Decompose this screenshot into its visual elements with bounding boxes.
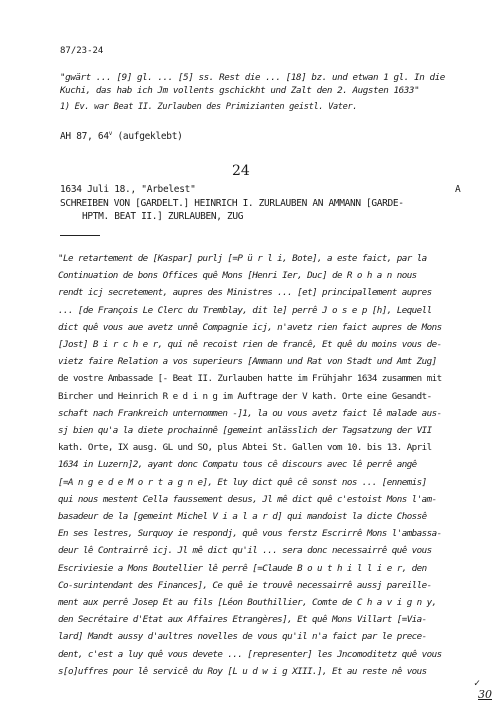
body-line: s[o]uffres pour lê servicê du Roy [L u d w i g XIII.], Et au reste nê vous bbox=[58, 665, 427, 677]
body-line: schaft nach Frankreich unternommen -]1, la ou vous avetz faict lê malade aus- bbox=[58, 407, 442, 419]
document-number: 24 bbox=[232, 163, 250, 179]
body-line: qui nous mestent Cella faussement desus, Jl mê dict quê c'estoist Mons l'am- bbox=[58, 493, 437, 505]
body-line: [=A n g e d e M o r t a g n e], Et luy dict quê cê sonst nos ... [ennemis] bbox=[58, 476, 427, 488]
archive-reference: AH 87, 64$^v$ (aufgeklebt) bbox=[60, 130, 183, 143]
quote-line-1: "gwärt ... [9] gl. ... [5] ss. Rest die ... [18] bz. und etwan 1 gl. In die bbox=[60, 72, 445, 83]
body-line: kath. Orte, IX ausg. GL und SO, plus Abtei St. Gallen vom 10. bis 13. April bbox=[58, 442, 432, 454]
body-line: deur lê Contrairrê icj. Jl mê dict qu'il ... sera donc necessairrê quê vous bbox=[58, 545, 432, 557]
title-line-1: SCHREIBEN VON [GARDELT.] HEINRICH I. ZURLAUBEN AN AMMANN [GARDE- bbox=[60, 198, 404, 209]
body-line: [Jost] B i r c h e r, qui nê recoist rien de francê, Et quê du moins vous de- bbox=[58, 339, 442, 350]
body-line: den Secrétaire d'Etat aux Affaires Etrangères], Et quê Mons Villart [=Via- bbox=[58, 614, 427, 626]
body-line: Co-surintendant des Finances], Ce quê ie trouvê necessairrê aussj pareille- bbox=[58, 579, 432, 591]
date-line: 1634 Juli 18., "Arbelest" bbox=[60, 184, 196, 195]
body-line: rendt icj secretement, aupres des Ministres ... [et] principallement aupres bbox=[58, 287, 432, 299]
body-line: 1634 in Luzern]2, ayant donc Compatu tous cê discours avec lê perrê angê bbox=[58, 459, 417, 471]
body-line: vietz faire Relation a vos superieurs [Ammann und Rat von Stadt und Amt Zug] bbox=[58, 356, 437, 368]
title-line-2: HPTM. BEAT II.] ZURLAUBEN, ZUG bbox=[82, 211, 244, 222]
body-line: dict quê vous aue avetz unnê Compagnie icj, n'avetz rien faict aupres de Mons bbox=[58, 321, 442, 333]
body-line: basadeur de la [gemeint Michel V i a l a r d] qui mandoist la dicte Chossê bbox=[58, 511, 427, 522]
footnote: 1) Ev. war Beat II. Zurlauben des Primizianten geistl. Vater. bbox=[60, 102, 358, 112]
body-line: Continuation de bons Offices quê Mons [Henri Ier, Duc] de R o h a n nous bbox=[58, 270, 417, 282]
quote-line-2: Kuchi, das hab ich Jm vollents gschickht und Zalt den 2. Augsten 1633" bbox=[60, 85, 420, 96]
page-number: 30 bbox=[478, 688, 492, 701]
body-line: Bircher und Heinrich R e d i n g im Auftrage der V kath. Orte eine Gesandt- bbox=[58, 390, 432, 402]
body-line: ... [de François Le Clerc du Tremblay, dit le] perrê J o s e p [h], Lequell bbox=[58, 304, 432, 316]
body-line: sj bien qu'a la diete prochainnê [gemeint anlässlich der Tagsatzung der VII bbox=[58, 425, 432, 436]
body-line: Escriviesie a Mons Boutellier lê perrê [=Claude B o u t h i l l i e r, den bbox=[58, 562, 427, 574]
body-line: de vostre Ambassade [- Beat II. Zurlauben hatte im Frühjahr 1634 zusammen mit bbox=[58, 373, 442, 385]
section-divider bbox=[60, 235, 100, 236]
letter-mark: A bbox=[455, 184, 461, 195]
body-line: lard] Mandt aussy d'aultres novelles de vous qu'il n'a faict par le prece- bbox=[58, 631, 427, 643]
body-line: dent, c'est a luy quê vous devete ... [representer] les Jncomoditetz quê vous bbox=[58, 648, 442, 660]
check-mark: ✓ bbox=[474, 678, 481, 689]
reference-number: 87/23-24 bbox=[60, 46, 104, 56]
body-line: "Le retartement de [Kaspar] purlj [=P ü r l i, Bote], a este faict, par la bbox=[58, 253, 427, 264]
body-line: En ses lestres, Surquoy ie respondj, quê vous ferstz Escrirrê Mons l'ambassa- bbox=[58, 528, 442, 540]
body-line: ment aux perrê Josep Et au fils [Léon Bouthillier, Comte de C h a v i g n y, bbox=[58, 597, 437, 608]
